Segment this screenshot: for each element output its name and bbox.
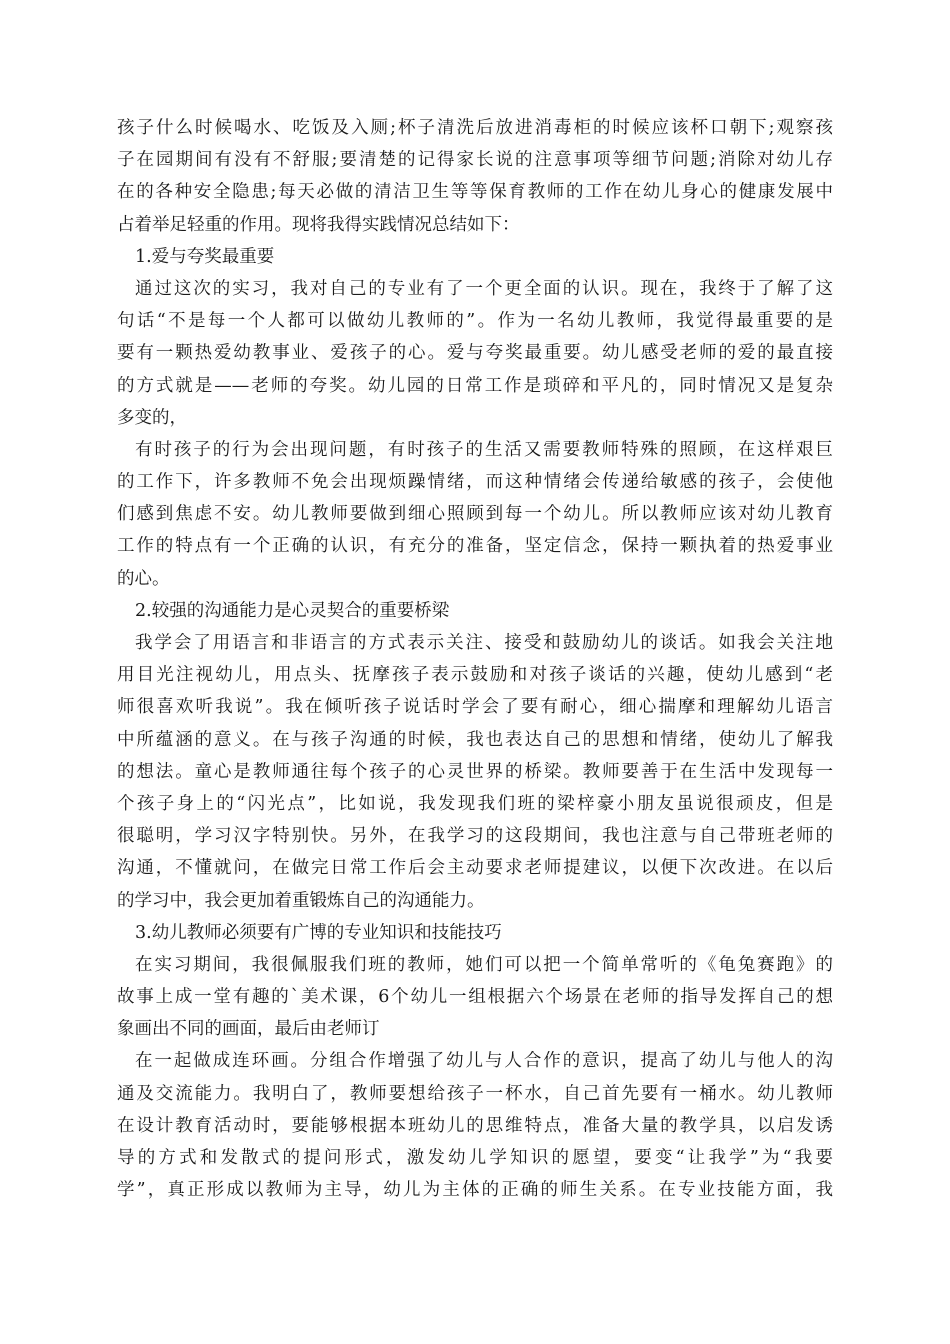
text-line: 有时孩子的行为会出现问题，有时孩子的生活又需要教师特殊的照顾，在这样艰巨 bbox=[135, 439, 833, 460]
text-line: 中所蕴涵的意义。在与孩子沟通的时候，我也表达自己的思想和情绪，使幼儿了解我 bbox=[117, 729, 833, 750]
text-line: 要有一颗热爱幼教事业、爱孩子的心。爱与夸奖最重要。幼儿感受老师的爱的最直接 bbox=[117, 343, 833, 364]
text-line: 个孩子身上的“闪光点”，比如说，我发现我们班的梁梓豪小朋友虽说很顽皮，但是 bbox=[117, 793, 833, 814]
text-line: 孩子什么时候喝水、吃饭及入厕;杯子清洗后放进消毒柜的时候应该杯口朝下;观察孩 bbox=[117, 118, 833, 138]
text-line: 的工作下，许多教师不免会出现烦躁情绪，而这种情绪会传递给敏感的孩子，会使他 bbox=[117, 472, 833, 493]
text-line: 句话“不是每一个人都可以做幼儿教师的”。作为一名幼儿教师，我觉得最重要的是 bbox=[117, 311, 833, 332]
text-line: 工作的特点有一个正确的认识，有充分的准备，坚定信念，保持一颗执着的热爱事业 bbox=[117, 536, 833, 557]
text-line: 1.爱与夸奖最重要 bbox=[135, 246, 275, 267]
text-line: 2.较强的沟通能力是心灵契合的重要桥梁 bbox=[135, 600, 450, 621]
text-line: 的心。 bbox=[117, 568, 170, 589]
text-line: 在设计教育活动时，要能够根据本班幼儿的思维特点，准备大量的教学具，以启发诱 bbox=[117, 1115, 833, 1136]
text-line: 导的方式和发散式的提问形式，激发幼儿学知识的愿望，要变“让我学”为“我要 bbox=[117, 1148, 833, 1168]
text-line: 们感到焦虑不安。幼儿教师要做到细心照顾到每一个幼儿。所以教师应该对幼儿教育 bbox=[117, 504, 833, 525]
text-line: 师很喜欢听我说”。我在倾听孩子说话时学会了要有耐心，细心揣摩和理解幼儿语言 bbox=[117, 697, 833, 718]
text-line: 沟通，不懂就问，在做完日常工作后会主动要求老师提建议，以便下次改进。在以后 bbox=[117, 858, 833, 879]
text-line: 在一起做成连环画。分组合作增强了幼儿与人合作的意识，提高了幼儿与他人的沟 bbox=[135, 1051, 833, 1072]
text-line: 多变的， bbox=[117, 407, 187, 428]
text-line: 很聪明，学习汉字特别快。另外，在我学习的这段期间，我也注意与自己带班老师的 bbox=[117, 826, 833, 847]
text-line: 的想法。童心是教师通往每个孩子的心灵世界的桥梁。教师要善于在生活中发现每一 bbox=[117, 761, 833, 782]
text-line: 故事上成一堂有趣的`美术课，6个幼儿一组根据六个场景在老师的指导发挥自己的想 bbox=[117, 987, 833, 1008]
text-line: 通过这次的实习，我对自己的专业有了一个更全面的认识。现在，我终于了解了这 bbox=[135, 278, 833, 299]
text-line: 在实习期间，我很佩服我们班的教师，她们可以把一个简单常听的《龟兔赛跑》的 bbox=[135, 954, 833, 975]
document-body bbox=[117, 112, 833, 1206]
text-line: 占着举足轻重的作用。现将我得实践情况总结如下： bbox=[117, 214, 520, 235]
text-line: 3.幼儿教师必须要有广博的专业知识和技能技巧 bbox=[135, 922, 502, 943]
text-line: 在的各种安全隐患;每天必做的清洁卫生等等保育教师的工作在幼儿身心的健康发展中 bbox=[117, 182, 833, 203]
text-line: 象画出不同的画面，最后由老师订 bbox=[117, 1019, 380, 1040]
text-line: 的学习中，我会更加着重锻炼自己的沟通能力。 bbox=[117, 890, 485, 911]
text-line: 子在园期间有没有不舒服;要清楚的记得家长说的注意事项等细节问题;消除对幼儿存 bbox=[117, 150, 833, 171]
text-line: 通及交流能力。我明白了，教师要想给孩子一杯水，自己首先要有一桶水。幼儿教师 bbox=[117, 1083, 833, 1104]
text-line: 的方式就是——老师的夸奖。幼儿园的日常工作是琐碎和平凡的，同时情况又是复杂 bbox=[117, 375, 833, 396]
text-line: 学”，真正形成以教师为主导，幼儿为主体的正确的师生关系。在专业技能方面，我 bbox=[117, 1180, 833, 1201]
text-line: 用目光注视幼儿，用点头、抚摩孩子表示鼓励和对孩子谈话的兴趣，使幼儿感到“老 bbox=[117, 665, 833, 686]
text-line: 我学会了用语言和非语言的方式表示关注、接受和鼓励幼儿的谈话。如我会关注地 bbox=[135, 633, 833, 653]
